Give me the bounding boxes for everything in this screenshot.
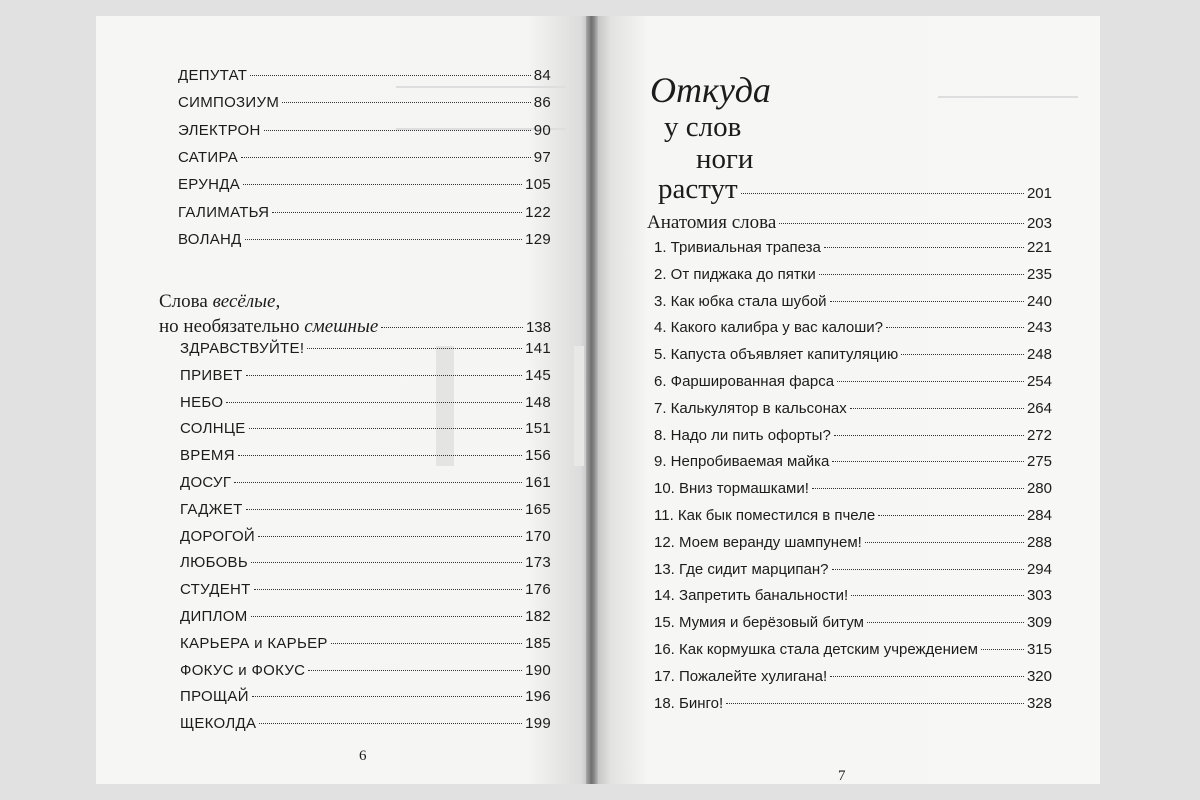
- toc-entry-title: ДОРОГОЙ: [180, 527, 255, 545]
- toc-entry[interactable]: [178, 94, 551, 111]
- toc-entry-title: ФОКУС и ФОКУС: [180, 661, 306, 679]
- leader-dots: [249, 428, 522, 429]
- toc-entry-page-number: 84: [533, 67, 551, 84]
- toc-entry[interactable]: [178, 67, 551, 84]
- toc-entry-page-number: 199: [525, 715, 551, 733]
- toc-entry-title: 18. Бинго!: [654, 694, 724, 712]
- toc-entry-title: ЭЛЕКТРОН: [178, 121, 261, 139]
- leader-dots: [250, 75, 530, 76]
- toc-entry-page-number: 122: [525, 203, 551, 221]
- toc-entry-title: 13. Где сидит марципан?: [654, 560, 829, 578]
- toc-entry-page-number: 156: [525, 447, 551, 465]
- toc-entry-title: ГАДЖЕТ: [180, 500, 243, 518]
- toc-entry-page-number: 161: [525, 474, 551, 491]
- section-title-line1: Слова: [159, 291, 213, 312]
- section-row-anatomiya[interactable]: [647, 212, 1052, 234]
- toc-entry[interactable]: [654, 480, 1052, 497]
- toc-entry[interactable]: [180, 528, 551, 545]
- toc-entry-title: 2. От пиджака до пятки: [654, 265, 816, 283]
- toc-entry-title: СТУДЕНТ: [180, 581, 251, 599]
- toc-entry-page-number: 170: [525, 527, 551, 545]
- book-gutter: [586, 16, 598, 784]
- toc-entry-page-number: 196: [525, 688, 551, 706]
- toc-entry-title: 6. Фаршированная фарса: [654, 373, 835, 390]
- toc-entry-title: ПРИВЕТ: [180, 366, 243, 384]
- toc-entry-title: 14. Запретить банальности!: [654, 587, 849, 605]
- toc-entry-title: 1. Тривиальная трапеза: [654, 239, 821, 256]
- section-page-number: 203: [1026, 215, 1052, 232]
- toc-entry-page-number: 148: [525, 393, 551, 411]
- toc-entry-title: 3. Как юбка стала шубой: [654, 292, 827, 310]
- toc-entry[interactable]: [654, 453, 1052, 470]
- leader-dots: [258, 536, 522, 537]
- toc-entry-title: 9. Непробиваемая майка: [654, 453, 830, 471]
- toc-entry-page-number: 221: [1026, 239, 1052, 256]
- toc-entry[interactable]: [654, 587, 1052, 604]
- toc-entry[interactable]: [180, 581, 551, 598]
- toc-entry-page-number: 173: [525, 554, 551, 572]
- toc-entry[interactable]: [654, 266, 1052, 283]
- toc-entry[interactable]: [180, 420, 551, 437]
- part-title-line2: у слов: [664, 111, 742, 143]
- page-folio-left: 6: [359, 748, 367, 764]
- leader-dots: [832, 569, 1024, 570]
- toc-entry[interactable]: [654, 400, 1052, 417]
- toc-entry-page-number: 328: [1026, 694, 1052, 712]
- show-through-heading: [938, 68, 1078, 98]
- leader-dots: [282, 102, 531, 103]
- toc-entry-page-number: 129: [525, 230, 551, 248]
- toc-entry[interactable]: [180, 608, 551, 625]
- toc-entry[interactable]: [180, 394, 551, 411]
- part-title-line4: растут: [658, 173, 738, 205]
- toc-entry[interactable]: [654, 239, 1052, 256]
- toc-entry-title: ГАЛИМАТЬЯ: [178, 203, 270, 221]
- toc-entry-page-number: 141: [525, 340, 551, 357]
- toc-entry-title: ДОСУГ: [180, 474, 232, 491]
- toc-entry-page-number: 315: [1026, 641, 1052, 658]
- toc-entry-page-number: 145: [525, 366, 551, 384]
- section-title-line2-italic: смешные: [304, 316, 379, 337]
- toc-entry-page-number: 182: [525, 608, 551, 625]
- toc-entry-title: 11. Как бык поместился в пчеле: [654, 507, 876, 524]
- toc-entry-title: ЛЮБОВЬ: [180, 554, 248, 572]
- toc-entry-title: 4. Какого калибра у вас калоши?: [654, 319, 884, 337]
- toc-entry[interactable]: [654, 614, 1052, 631]
- leader-dots: [246, 375, 523, 376]
- part-title-line1: Откуда: [650, 70, 771, 110]
- toc-entry[interactable]: [180, 635, 551, 652]
- section-title-anatomiya: Анатомия слова: [647, 212, 777, 233]
- toc-entry[interactable]: [654, 293, 1052, 310]
- toc-entry-title: 10. Вниз тормашками!: [654, 480, 809, 498]
- toc-entry-page-number: 272: [1026, 426, 1052, 444]
- section-title-vesyolye: [159, 291, 280, 313]
- leader-dots: [830, 676, 1024, 677]
- toc-entry-title: 12. Моем веранду шампунем!: [654, 533, 862, 551]
- toc-entry-title: 16. Как кормушка стала детским учреждением: [654, 641, 978, 658]
- leader-dots: [241, 157, 531, 158]
- toc-entry-title: 15. Мумия и берёзовый битум: [654, 614, 864, 632]
- toc-entry-page-number: 264: [1026, 399, 1052, 417]
- leader-dots: [226, 402, 522, 403]
- toc-entry-page-number: 190: [525, 661, 551, 679]
- toc-entry-page-number: 275: [1026, 453, 1052, 471]
- leader-dots: [243, 184, 522, 185]
- section-title-line1-italic: весёлые,: [212, 291, 281, 312]
- part-title-line3: ноги: [696, 143, 754, 175]
- toc-entry-page-number: 294: [1026, 560, 1052, 578]
- leader-dots: [837, 381, 1024, 382]
- leader-dots: [251, 616, 523, 617]
- toc-entry[interactable]: [654, 695, 1052, 712]
- toc-entry-title: ВРЕМЯ: [180, 447, 235, 465]
- leader-dots: [381, 327, 523, 328]
- toc-entry[interactable]: [180, 447, 551, 464]
- leader-dots: [834, 435, 1024, 436]
- toc-entry[interactable]: [178, 149, 551, 166]
- leader-dots: [234, 482, 522, 483]
- toc-entry[interactable]: [180, 501, 551, 518]
- toc-entry-page-number: 309: [1026, 614, 1052, 632]
- toc-entry-page-number: 90: [533, 121, 551, 139]
- toc-entry[interactable]: [654, 507, 1052, 524]
- toc-entry-page-number: 235: [1026, 265, 1052, 283]
- toc-entry-title: ДЕПУТАТ: [178, 67, 248, 84]
- toc-entry-page-number: 288: [1026, 533, 1052, 551]
- toc-entry-title: КАРЬЕРА и КАРЬЕР: [180, 634, 328, 652]
- toc-entry[interactable]: [178, 122, 551, 139]
- toc-entry-page-number: 248: [1026, 346, 1052, 364]
- leader-dots: [272, 212, 522, 213]
- toc-entry-page-number: 240: [1026, 292, 1052, 310]
- leader-dots: [812, 488, 1024, 489]
- leader-dots: [245, 239, 522, 240]
- leader-dots: [981, 649, 1024, 650]
- toc-entry-page-number: 105: [525, 176, 551, 194]
- leader-dots: [819, 274, 1024, 275]
- toc-entry[interactable]: [178, 204, 551, 221]
- leader-dots: [259, 723, 522, 724]
- leader-dots: [331, 643, 522, 644]
- toc-entry-page-number: 86: [533, 94, 551, 112]
- toc-entry-title: НЕБО: [180, 393, 224, 411]
- toc-entry[interactable]: [654, 373, 1052, 390]
- leader-dots: [264, 130, 531, 131]
- toc-entry[interactable]: [654, 561, 1052, 578]
- section-page-number: 138: [525, 319, 551, 336]
- toc-entry[interactable]: [178, 231, 551, 248]
- toc-entry-page-number: 303: [1026, 587, 1052, 605]
- toc-entry[interactable]: [654, 319, 1052, 336]
- book-spread: [96, 16, 1100, 784]
- toc-entry[interactable]: [654, 668, 1052, 685]
- leader-dots: [832, 461, 1024, 462]
- toc-entry-title: ВОЛАНД: [178, 230, 242, 248]
- leader-dots: [307, 348, 522, 349]
- left-page: [96, 16, 586, 784]
- toc-entry-title: 5. Капуста объявляет капитуляцию: [654, 346, 899, 364]
- leader-dots: [865, 542, 1024, 543]
- toc-entry-page-number: 280: [1026, 480, 1052, 498]
- toc-entry[interactable]: [654, 534, 1052, 551]
- toc-entry-title: СОЛНЦЕ: [180, 420, 246, 438]
- leader-dots: [830, 301, 1024, 302]
- leader-dots: [851, 595, 1024, 596]
- toc-entry[interactable]: [180, 340, 551, 357]
- toc-entry-title: 8. Надо ли пить офорты?: [654, 426, 831, 444]
- toc-entry-title: ЩЕКОЛДА: [180, 715, 257, 733]
- toc-entry-title: 7. Калькулятор в кальсонах: [654, 399, 847, 417]
- toc-entry[interactable]: [180, 715, 551, 732]
- toc-entry[interactable]: [180, 688, 551, 705]
- toc-entry-page-number: 254: [1026, 373, 1052, 390]
- toc-entry[interactable]: [180, 554, 551, 571]
- section-title-line2: но необязательно: [159, 316, 305, 337]
- toc-entry-title: ДИПЛОМ: [180, 608, 248, 625]
- toc-entry-page-number: 165: [525, 500, 551, 518]
- toc-entry[interactable]: [654, 641, 1052, 658]
- leader-dots: [251, 562, 522, 563]
- leader-dots: [886, 327, 1024, 328]
- toc-entry-page-number: 97: [533, 148, 551, 166]
- page-folio-right: 7: [838, 768, 846, 784]
- toc-entry-page-number: 151: [525, 420, 551, 438]
- toc-entry[interactable]: [180, 474, 551, 491]
- leader-dots: [308, 670, 522, 671]
- leader-dots: [238, 455, 522, 456]
- toc-entry-title: СИМПОЗИУМ: [178, 94, 280, 112]
- leader-dots: [779, 223, 1024, 224]
- toc-entry-page-number: 185: [525, 634, 551, 652]
- toc-entry[interactable]: [180, 662, 551, 679]
- toc-entry-title: ЗДРАВСТВУЙТЕ!: [180, 340, 305, 357]
- toc-entry-title: ПРОЩАЙ: [180, 688, 249, 706]
- toc-entry[interactable]: [178, 176, 551, 193]
- leader-dots: [824, 247, 1024, 248]
- toc-entry-page-number: 320: [1026, 667, 1052, 685]
- toc-entry-title: ЕРУНДА: [178, 176, 241, 194]
- toc-entry-page-number: 243: [1026, 319, 1052, 337]
- leader-dots: [726, 703, 1024, 704]
- part-title-page-number: 201: [1026, 185, 1052, 202]
- right-page: [598, 16, 1100, 784]
- toc-entry-title: САТИРА: [178, 148, 239, 166]
- leader-dots: [867, 622, 1024, 623]
- leader-dots: [254, 589, 522, 590]
- leader-dots: [878, 515, 1024, 516]
- toc-entry[interactable]: [654, 346, 1052, 363]
- toc-entry[interactable]: [180, 367, 551, 384]
- leader-dots: [901, 354, 1024, 355]
- leader-dots: [252, 696, 522, 697]
- toc-entry-page-number: 284: [1026, 507, 1052, 524]
- toc-entry[interactable]: [654, 427, 1052, 444]
- leader-dots: [850, 408, 1024, 409]
- leader-dots: [246, 509, 522, 510]
- toc-entry-page-number: 176: [525, 581, 551, 599]
- leader-dots: [741, 193, 1024, 194]
- toc-entry-title: 17. Пожалейте хулигана!: [654, 667, 828, 685]
- part-title-row[interactable]: [658, 174, 1052, 204]
- section-row-vesyolye[interactable]: [159, 316, 551, 338]
